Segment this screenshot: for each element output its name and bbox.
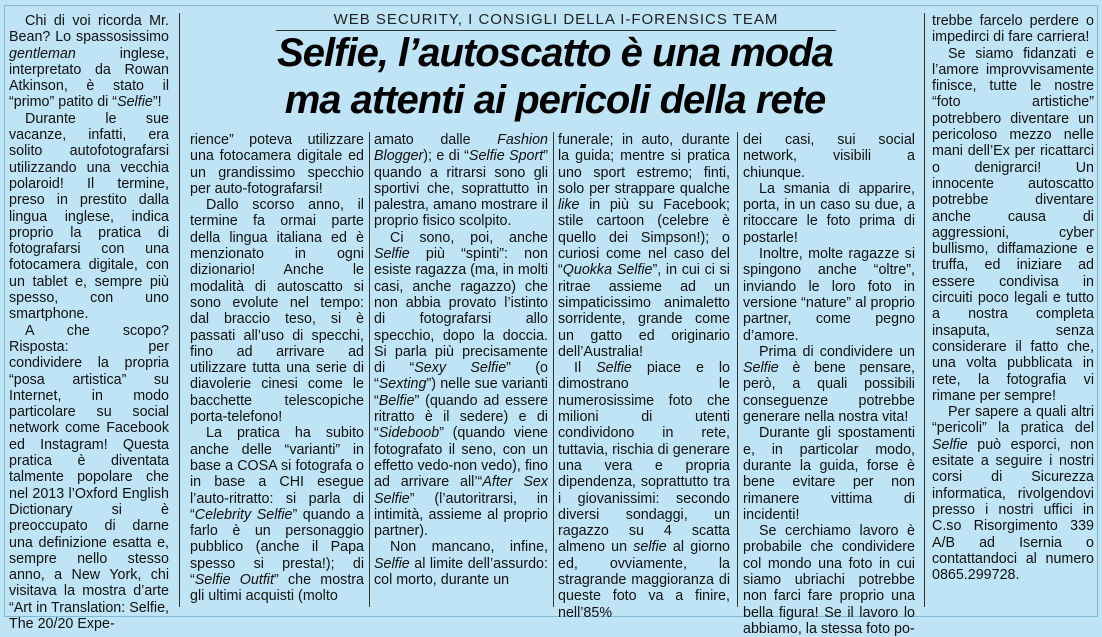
paragraph: Ci sono, poi, anche Selfie più “spinti”: non esiste ragazza (ma, in molti casi, anche ragazzo) che non abbia provato l’istinto di fotografarsi allo specchio, dopo la doccia. Si parla più precisamente di “Sexy Selfie” (o “Sexting”) nelle sue varianti “Belfie” (quando ad essere ritratto è il sedere) e di “Sideboob” (quando viene fotografato il seno, con un effetto vedo-non vedo), fino ad arrivare all’“After Sex Selfie” (l’autoritrarsi, in intimità, assieme al proprio partner).	[374, 229, 549, 540]
headline	[262, 30, 848, 124]
paragraph: Non mancano, infine, Selfie al limite dell’assurdo: col morto, durante un	[374, 539, 548, 589]
headline-line-2: ma attenti ai pericoli della rete	[284, 78, 826, 122]
article-column-3	[374, 132, 548, 588]
article-column-2	[190, 132, 364, 605]
paragraph: amato dalle Fashion Blogger); e di “Selfie Sport” quando a ritrarsi sono gli sportivi che, soprattutto in palestra, amano mostrare il proprio fisico scolpito.	[374, 132, 548, 230]
paragraph: Se cerchiamo lavoro è probabile che condividere col mondo una foto in cui siamo ubriachi potrebbe non farci fare proprio una bella figura! Se il lavoro lo abbiamo, la stessa foto po-	[743, 523, 915, 637]
paragraph: A che scopo? Risposta: per condividere la propria “posa artistica” su Internet, in modo particolare su social network come Facebook ed Instagram! Questa pratica è diventata talmente popolare che nel 2013 l’Oxford English Dictionary si è preoccupato di darne una definizione esatta e, sempre nello stesso anno, a New York, chi visitava la mostra d’arte “Art in Translation: Selfie, The 20/20 Expe-	[9, 322, 169, 632]
article-column-1	[9, 13, 169, 632]
column-rule	[737, 132, 738, 607]
paragraph: Durante gli spostamenti e, in particolar modo, durante la guida, forse è bene evitare per non rimanere vittima di incidenti!	[743, 425, 915, 523]
paragraph: Se siamo fidanzati e l’amore improvvisamente finisce, tutte le nostre “foto artistiche” potrebbero diventare un pericoloso mezzo nelle mani dell’Ex per ricattarci o denigrarci! Un innocente autoscatto potrebbe diventare anche causa di aggressioni, cyber bullismo, diffamazione e truffa, ed iniziare ad essere condivisa in circuiti poco legali e tutto a nostra completa insaputa, senza considerare il fatto che, una volta pubblicata in rete, la fotografia vi rimane per sempre!	[932, 45, 1094, 404]
paragraph: Il Selfie piace e lo dimostrano le numerosissime foto che milioni di utenti condividono in rete, tuttavia, rischia di generare una vera e propria dipendenza, soprattutto tra i giovanissimi: secondo diversi sondaggi, un ragazzo su 4 scatta almeno un selfie al giorno ed, ovviamente, la stragrande maggioranza di queste foto va a finire, nell’85%	[558, 360, 730, 621]
paragraph: Chi di voi ricorda Mr. Bean? Lo spassosissimo gentleman inglese, interpretato da Rowan Atkinson, è stato il “primo” patito di “Selfie”!	[9, 13, 169, 111]
column-rule	[369, 132, 370, 607]
section-kicker: WEB SECURITY, I CONSIGLI DELLA I-FORENSICS TEAM	[276, 10, 836, 31]
headline-line-1: Selfie, l’autoscatto è una moda	[277, 31, 833, 75]
article-column-5	[743, 132, 915, 637]
paragraph: Prima di condividere un Selfie è bene pensare, però, a quali possibili conseguenze potrebbe generare nella nostra vita!	[743, 343, 915, 426]
paragraph: La pratica ha subito anche delle “varianti” in base a COSA si fotografa o in base a CHI esegue l’auto-ritratto: si parla di “Celebrity Selfie” quando a farlo è un personaggio pubblico (anche il Papa spesso si presta!); di “Selfie Outfit” che mostra gli ultimi acquisti (molto	[190, 425, 365, 605]
paragraph: Per sapere a quali altri “pericoli” la pratica del Selfie può esporci, non esitate a seguire i nostri corsi di Sicurezza informatica, rivolgendovi presso i nostri uffici in C.so Risorgimento 339 A/B ad Isernia o contattandoci al numero 0865.299728.	[932, 404, 1094, 584]
article-column-4	[558, 132, 730, 621]
column-rule	[179, 13, 180, 607]
column-rule	[924, 13, 925, 607]
paragraph: rience” poteva utilizzare una fotocamera digitale ed un grandissimo specchio per auto-fotografarsi!	[190, 132, 364, 197]
paragraph: dei casi, sui social network, visibili a chiunque.	[743, 132, 915, 181]
paragraph: funerale; in auto, durante la guida; mentre si pratica uno sport estremo; finti, solo per strappare qualche like in più su Facebook; stile cartoon (celebre è quello dei Simpson!); o curiosi come nel caso del “Quokka Selfie”, in cui ci si ritrae assieme ad un simpaticissimo animaletto sorridente, grande come un gatto ed originario dell’Australia!	[558, 132, 730, 360]
paragraph: Inoltre, molte ragazze si spingono anche “oltre”, inviando le loro foto in versione “nature” al proprio partner, come pegno d’amore.	[743, 246, 915, 344]
paragraph: Dallo scorso anno, il termine fa ormai parte della lingua italiana ed è menzionato in ogni dizionario! Anche le modalità di autoscatto si sono evolute nel tempo: dal braccio teso, si è passati all’uso di specchi, fino ad arrivare ad utilizzare tutta una serie di diavolerie cinesi come le bacchette telescopiche porta-telefono!	[190, 197, 364, 426]
column-rule	[553, 132, 554, 607]
paragraph: trebbe farcelo perdere o impedirci di fare carriera!	[932, 13, 1094, 46]
paragraph: La smania di apparire, porta, in un caso su due, a ritoccare le foto prima di postarle!	[743, 180, 915, 246]
paragraph: Durante le sue vacanze, infatti, era solito autofotografarsi utilizzando una vecchia polaroid! Il termine, preso in prestito dalla lingua inglese, indica proprio la pratica di fotografarsi con una fotocamera digitale, con un tablet e, sempre più spesso, con uno smartphone.	[9, 110, 169, 323]
article-column-6	[932, 13, 1094, 583]
